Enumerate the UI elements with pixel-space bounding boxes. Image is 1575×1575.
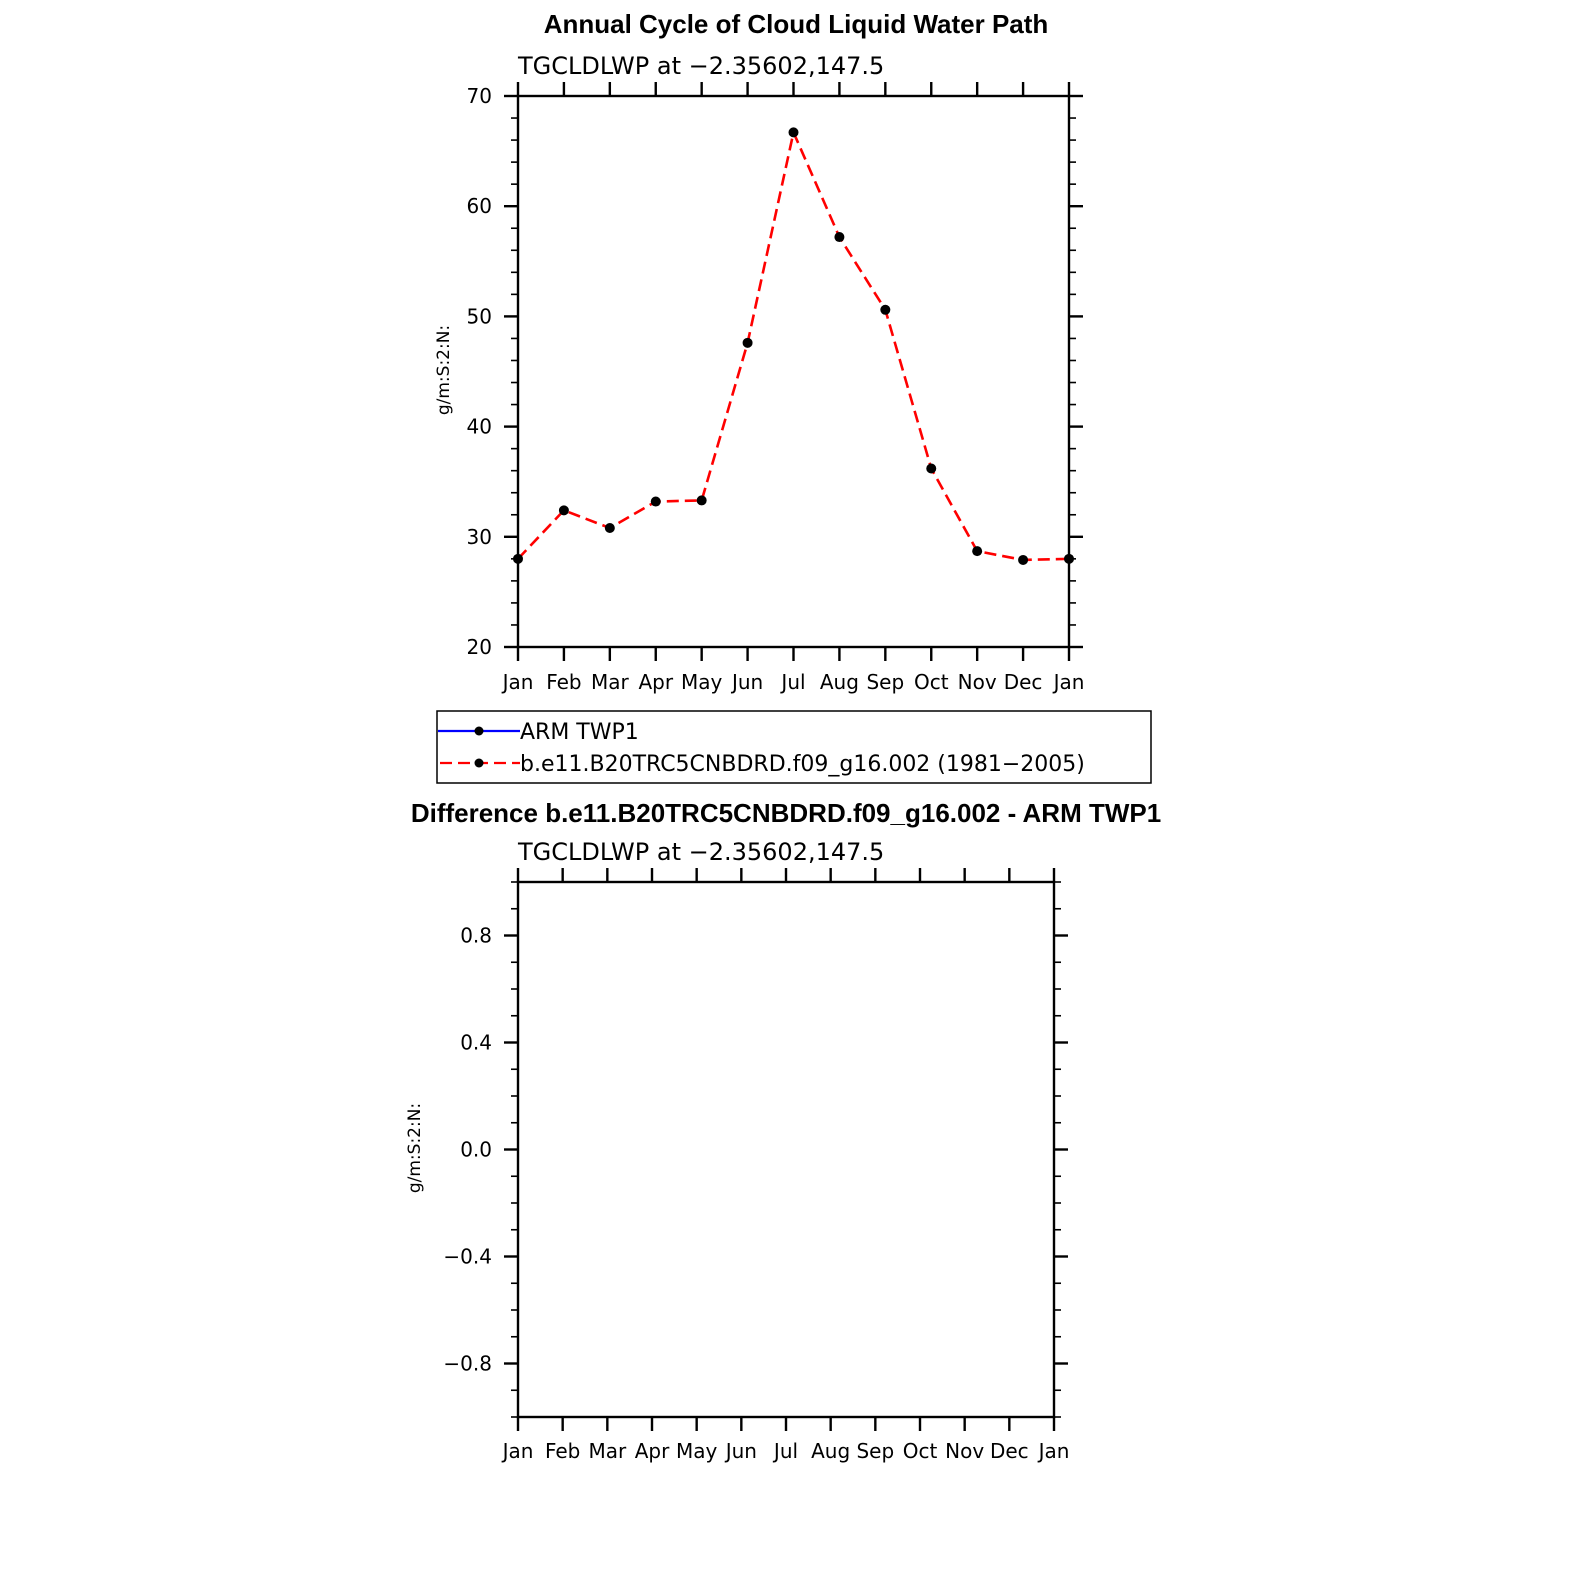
x-tick-label: Mar [588, 1439, 627, 1463]
legend [437, 711, 1151, 783]
data-point [880, 305, 890, 315]
bottom-chart-ticks [504, 868, 1068, 1431]
y-tick-label: −0.4 [443, 1244, 492, 1269]
data-point [513, 554, 523, 564]
y-tick-label: 0.0 [460, 1137, 492, 1162]
y-tick-label: 20 [466, 635, 492, 659]
x-tick-label: Jun [731, 670, 764, 694]
x-tick-label: Aug [811, 1439, 851, 1463]
bottom-chart-subtitle: TGCLDLWP at −2.35602,147.5 [518, 838, 885, 866]
x-tick-label: Aug [819, 670, 859, 694]
x-tick-label: May [675, 1439, 718, 1463]
x-tick-label: Feb [544, 1439, 581, 1463]
bottom-plot-frame [518, 882, 1054, 1417]
top-chart [434, 9, 1084, 694]
x-tick-label: Jan [502, 670, 534, 694]
bottom-chart-title: Difference b.e11.B20TRC5CNBDRD.f09_g16.002 - ARM TWP1 [410, 798, 1162, 828]
x-tick-label: Mar [590, 670, 629, 694]
data-point [605, 523, 615, 533]
x-tick-label: Nov [957, 670, 997, 694]
x-tick-label: Apr [634, 1439, 670, 1463]
data-point [926, 463, 936, 473]
legend-label-model: b.e11.B20TRC5CNBDRD.f09_g16.002 (1981−2005) [520, 752, 1085, 777]
data-point [697, 495, 707, 505]
data-point [1018, 555, 1028, 565]
x-tick-label: Nov [945, 1439, 985, 1463]
top-chart-series [513, 127, 1074, 565]
data-point [1064, 554, 1074, 564]
bottom-chart-ytick-labels [443, 924, 492, 1376]
bottom-chart-xtick-labels [501, 1439, 1070, 1463]
y-tick-label: 50 [466, 304, 492, 329]
legend-marker-model [475, 759, 484, 768]
bottom-chart-ylabel: g/m:S:2:N: [405, 1102, 425, 1194]
x-tick-label: Jan [1038, 1439, 1070, 1463]
y-tick-label: 0.4 [460, 1030, 492, 1055]
top-chart-ytick-labels [467, 84, 492, 659]
y-tick-label: 40 [466, 414, 492, 439]
x-tick-label: Sep [856, 1439, 895, 1463]
y-tick-label: 70 [466, 84, 492, 108]
x-tick-label: Apr [638, 670, 674, 694]
y-tick-label: 30 [466, 524, 492, 549]
top-chart-subtitle: TGCLDLWP at −2.35602,147.5 [518, 52, 885, 80]
x-tick-label: Jul [773, 1439, 799, 1463]
x-tick-label: Jan [502, 1439, 534, 1463]
top-chart-xtick-labels [501, 670, 1085, 694]
top-chart-ylabel: g/m:S:2:N: [434, 324, 454, 416]
data-point [743, 338, 753, 348]
data-point [834, 232, 844, 242]
legend-entry-model [440, 752, 1085, 777]
x-tick-label: Dec [1003, 670, 1043, 694]
y-tick-label: 60 [466, 194, 492, 219]
y-tick-label: 0.8 [460, 923, 492, 948]
bottom-chart [405, 798, 1161, 1463]
x-tick-label: Feb [546, 670, 582, 694]
series-line [518, 132, 1069, 560]
x-tick-label: Oct [902, 1439, 938, 1463]
top-plot-frame [518, 96, 1069, 647]
data-point [789, 127, 799, 137]
top-chart-title: Annual Cycle of Cloud Liquid Water Path [543, 9, 1049, 39]
x-tick-label: Dec [989, 1439, 1029, 1463]
x-tick-label: Jan [1053, 670, 1085, 694]
legend-label-obs: ARM TWP1 [520, 720, 639, 745]
data-point [972, 546, 982, 556]
data-point [559, 505, 569, 515]
x-tick-label: Jul [781, 670, 806, 694]
top-chart-ticks [504, 82, 1083, 661]
x-tick-label: Sep [866, 670, 905, 694]
data-point [651, 497, 661, 507]
x-tick-label: Oct [913, 670, 949, 694]
x-tick-label: Jun [725, 1439, 757, 1463]
legend-marker-obs [475, 727, 484, 736]
y-tick-label: −0.8 [443, 1351, 492, 1376]
x-tick-label: May [680, 670, 723, 694]
